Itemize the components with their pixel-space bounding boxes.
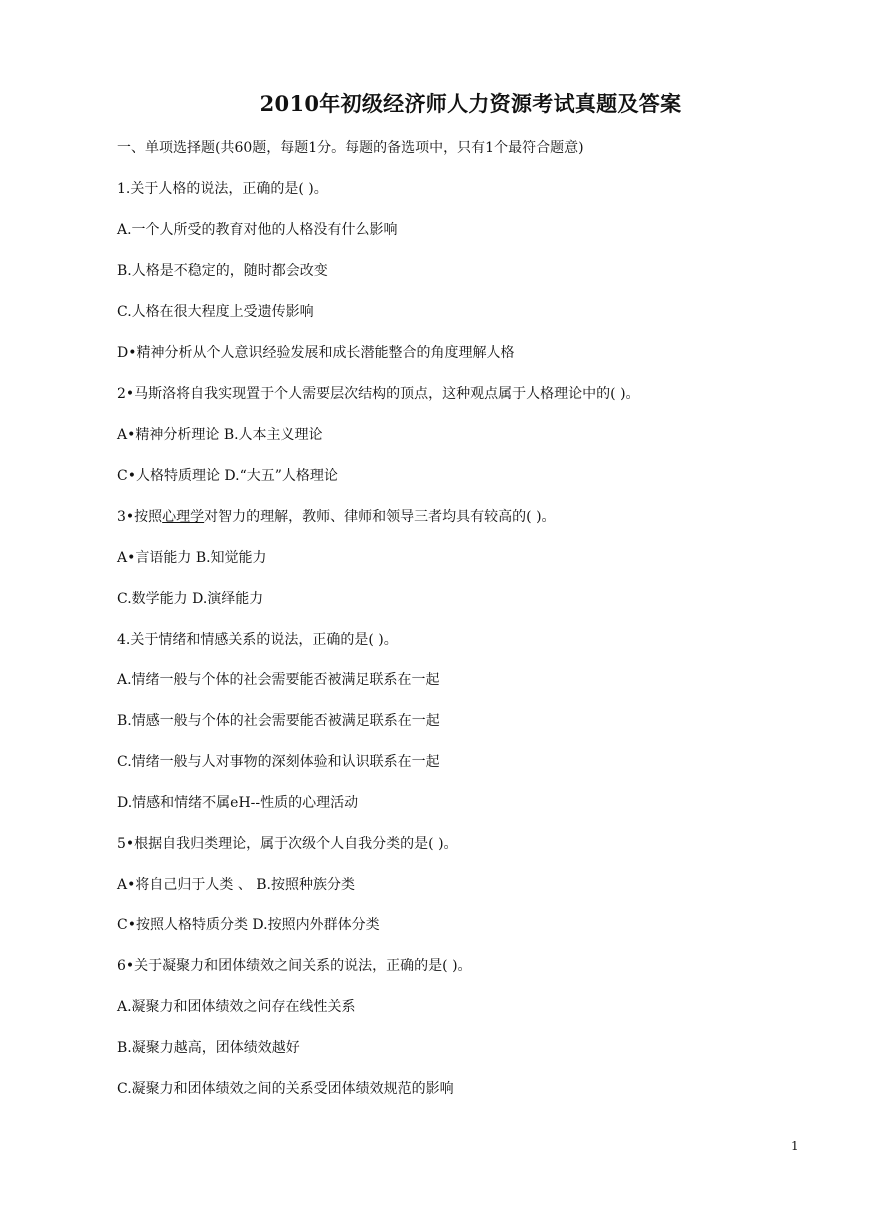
question-4-option-c: C.情绪一般与人对事物的深刻体验和认识联系在一起 <box>117 754 440 770</box>
question-4-option-d: D.情感和情绪不属eH--性质的心理活动 <box>117 795 359 811</box>
question-6-option-a: A.凝聚力和团体绩效之问存在线性关系 <box>117 999 356 1015</box>
page-number: 1 <box>791 1139 799 1153</box>
question-3-options-ab: A•言语能力 B.知觉能力 <box>117 550 267 566</box>
question-3-options-cd: C.数学能力 D.演绎能力 <box>117 591 264 607</box>
question-1-option-a: A.一个人所受的教育对他的人格没有什么影响 <box>117 222 398 238</box>
question-5-options-cd: C•按照人格特质分类 D.按照内外群体分类 <box>117 917 380 933</box>
question-1-option-b: B.人格是不稳定的，随时都会改变 <box>117 263 328 279</box>
question-2: 2•马斯洛将自我实现置于个人需要层次结构的顶点，这种观点属于人格理论中的( )。 <box>117 386 640 402</box>
question-2-options-cd: C•人格特质理论 D.“大五”人格理论 <box>117 468 338 484</box>
question-3 <box>117 507 556 527</box>
question-1: 1.关于人格的说法，正确的是( )。 <box>117 181 328 197</box>
question-2-options-ab: A•精神分析理论 B.人本主义理论 <box>117 427 323 443</box>
document-title: 2010年初级经济师人力资源考试真题及答案 <box>259 91 682 116</box>
question-4: 4.关于情绪和情感关系的说法，正确的是( )。 <box>117 632 398 648</box>
question-5-options-ab: A•将自己归于人类 、 B.按照种族分类 <box>117 877 356 893</box>
question-6-option-c: C.凝聚力和团体绩效之间的关系受团体绩效规范的影响 <box>117 1081 454 1097</box>
question-1-option-d: D•精神分析从个人意识经验发展和成长潜能整合的角度理解人格 <box>117 345 515 361</box>
question-4-option-a: A.情绪一般与个体的社会需要能否被满足联系在一起 <box>117 672 440 688</box>
question-3-prefix: 3•按照 <box>117 509 163 525</box>
question-6: 6•关于凝聚力和团体绩效之间关系的说法，正确的是( )。 <box>117 958 472 974</box>
question-3-suffix: 对智力的理解，教师、律师和领导三者均具有较高的( )。 <box>204 509 556 525</box>
question-5: 5•根据自我归类理论，属于次级个人自我分类的是( )。 <box>117 836 458 852</box>
question-6-option-b: B.凝聚力越高，团体绩效越好 <box>117 1040 300 1056</box>
question-1-option-c: C.人格在很大程度上受遗传影响 <box>117 304 314 320</box>
section-header: 一、单项选择题(共60题，每题1分。每题的备选项中，只有1个最符合题意) <box>117 140 584 156</box>
question-4-option-b: B.情感一般与个体的社会需要能否被满足联系在一起 <box>117 713 440 729</box>
psychology-link[interactable]: 心理学 <box>162 509 205 525</box>
